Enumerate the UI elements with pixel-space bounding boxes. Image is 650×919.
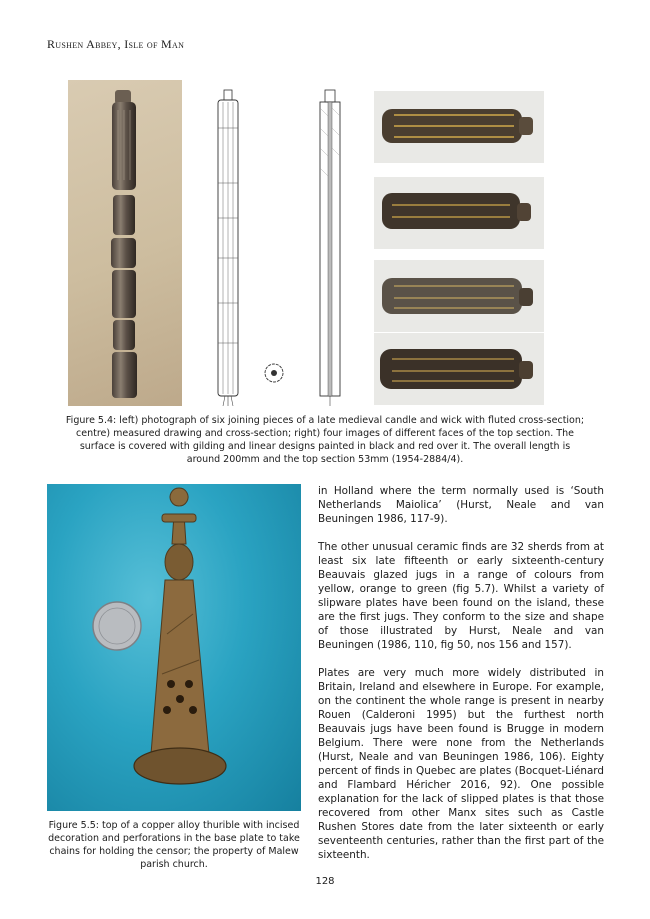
body-text-column xyxy=(318,484,604,876)
candle-face-photo-2 xyxy=(374,177,544,249)
candle-face-photo-4 xyxy=(374,333,544,405)
candle-photograph xyxy=(68,80,182,406)
candle-face-photo-3 xyxy=(374,260,544,332)
body-paragraph: The other unusual ceramic finds are 32 sherds from at least six late fifteenth or early sixteenth-century Beauvais glazed jugs in a range of colours from yellow, orange to green (fig 5.7). Whilst a variety of slipware plates have been found on the island, these are the first jugs. They conform to the size and shape of those illustrated by Hurst, Neale and van Beuningen (1986, 110, fig 50, nos 156 and 157). xyxy=(318,541,604,651)
figure-5-5-caption: Figure 5.5: top of a copper alloy thurible with incised decoration and perforations in the base plate to take chains for holding the censor; the property of Malew parish church. xyxy=(48,820,300,870)
figure-5-4-caption: Figure 5.4: left) photograph of six joining pieces of a late medieval candle and wick with fluted cross-section; centre) measured drawing and cross-section; right) four images of different faces of the top section. The surface is covered with gilding and linear designs painted in black and red over it. The overall length is around 200mm and the top section 53mm (1954-2884/4). xyxy=(65,415,585,465)
thurible-photograph xyxy=(47,484,301,811)
body-paragraph: Plates are very much more widely distributed in Britain, Ireland and elsewhere in Europe. For example, on the continent the whole range is present in nearby Rouen (Calderoni 1995) but the furthest north Beauvais jugs have been found is Brugge in modern Belgium. There were none from the Netherlands (Hurst, Neale and van Beuningen 1986, 106). Eighty percent of finds in Quebec are plates (Bocquet-Liénard and Flambard Héricher 2016, 92). One possible explanation for the lack of slipped plates is that those recovered from other Manx sites such as Castle Rushen Stores date from the later sixteenth or early seventeenth centuries, rather than the first part of the sixteenth. xyxy=(318,667,604,861)
candle-measured-drawing xyxy=(196,88,260,408)
running-head: Rushen Abbey, Isle of Man xyxy=(47,37,185,51)
page-number: 128 xyxy=(315,876,335,887)
candle-face-photo-1 xyxy=(374,91,544,163)
cross-section-drawing xyxy=(263,362,285,384)
body-paragraph: in Holland where the term normally used is ‘South Netherlands Maiolica’ (Hurst, Neale and van Beuningen 1986, 117-9). xyxy=(318,485,604,525)
candle-section-drawing xyxy=(298,88,362,408)
